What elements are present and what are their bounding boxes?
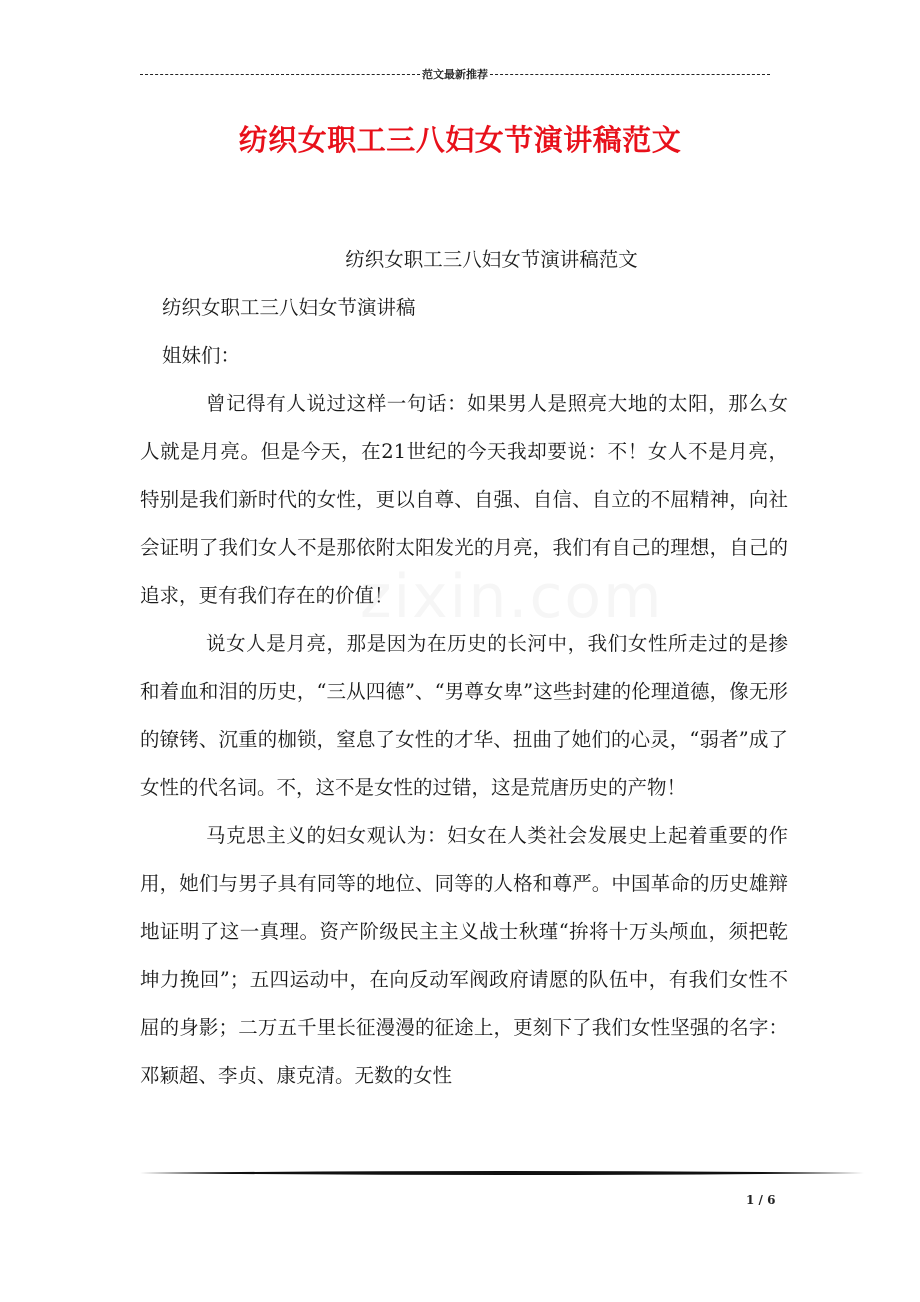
header-label: 范文最新推荐	[422, 68, 488, 81]
greeting: 姐妹们：	[162, 344, 241, 367]
page-header	[140, 66, 770, 82]
document-body	[140, 236, 788, 1100]
paragraph: 马克思主义的妇女观认为：妇女在人类社会发展史上起着重要的作用，她们与男子具有同等的地位、同等的人格和尊严。中国革命的历史雄辩地证明了这一真理。资产阶级民主主义战士秋瑾“拚将十万头颅血，须把乾坤力挽回”；五四运动中，在向反动军阀政府请愿的队伍中，有我们女性不屈的身影；二万五千里长征漫漫的征途上，更刻下了我们女性坚强的名字：邓颖超、李贞、康克清。无数的女性	[140, 824, 788, 1087]
body-heading: 纺织女职工三八妇女节演讲稿	[162, 296, 416, 319]
body-subtitle: 纺织女职工三八妇女节演讲稿范文	[345, 248, 638, 271]
paragraph: 曾记得有人说过这样一句话：如果男人是照亮大地的太阳，那么女人就是月亮。但是今天，在21世纪的今天我却要说：不！女人不是月亮，特别是我们新时代的女性，更以自尊、自强、自信、自立的不屈精神，向社会证明了我们女人不是那依附太阳发光的月亮，我们有自己的理想，自己的追求，更有我们存在的价值！	[140, 392, 788, 607]
document-title: 纺织女职工三八妇女节演讲稿范文	[238, 123, 682, 157]
footer-rule	[140, 1170, 864, 1176]
paragraph: 说女人是月亮，那是因为在历史的长河中，我们女性所走过的是掺和着血和泪的历史，“三从四德”、“男尊女卑”这些封建的伦理道德，像无形的镣铐、沉重的枷锁，窒息了女性的才华、扭曲了她们的心灵，“弱者”成了女性的代名词。不，这不是女性的过错，这是荒唐历史的产物！	[140, 632, 788, 799]
page-number: 1 / 6	[746, 1193, 776, 1207]
header-dashes-left	[140, 74, 420, 75]
watermark: zixin.com	[360, 562, 664, 632]
header-dashes-right	[490, 74, 770, 75]
